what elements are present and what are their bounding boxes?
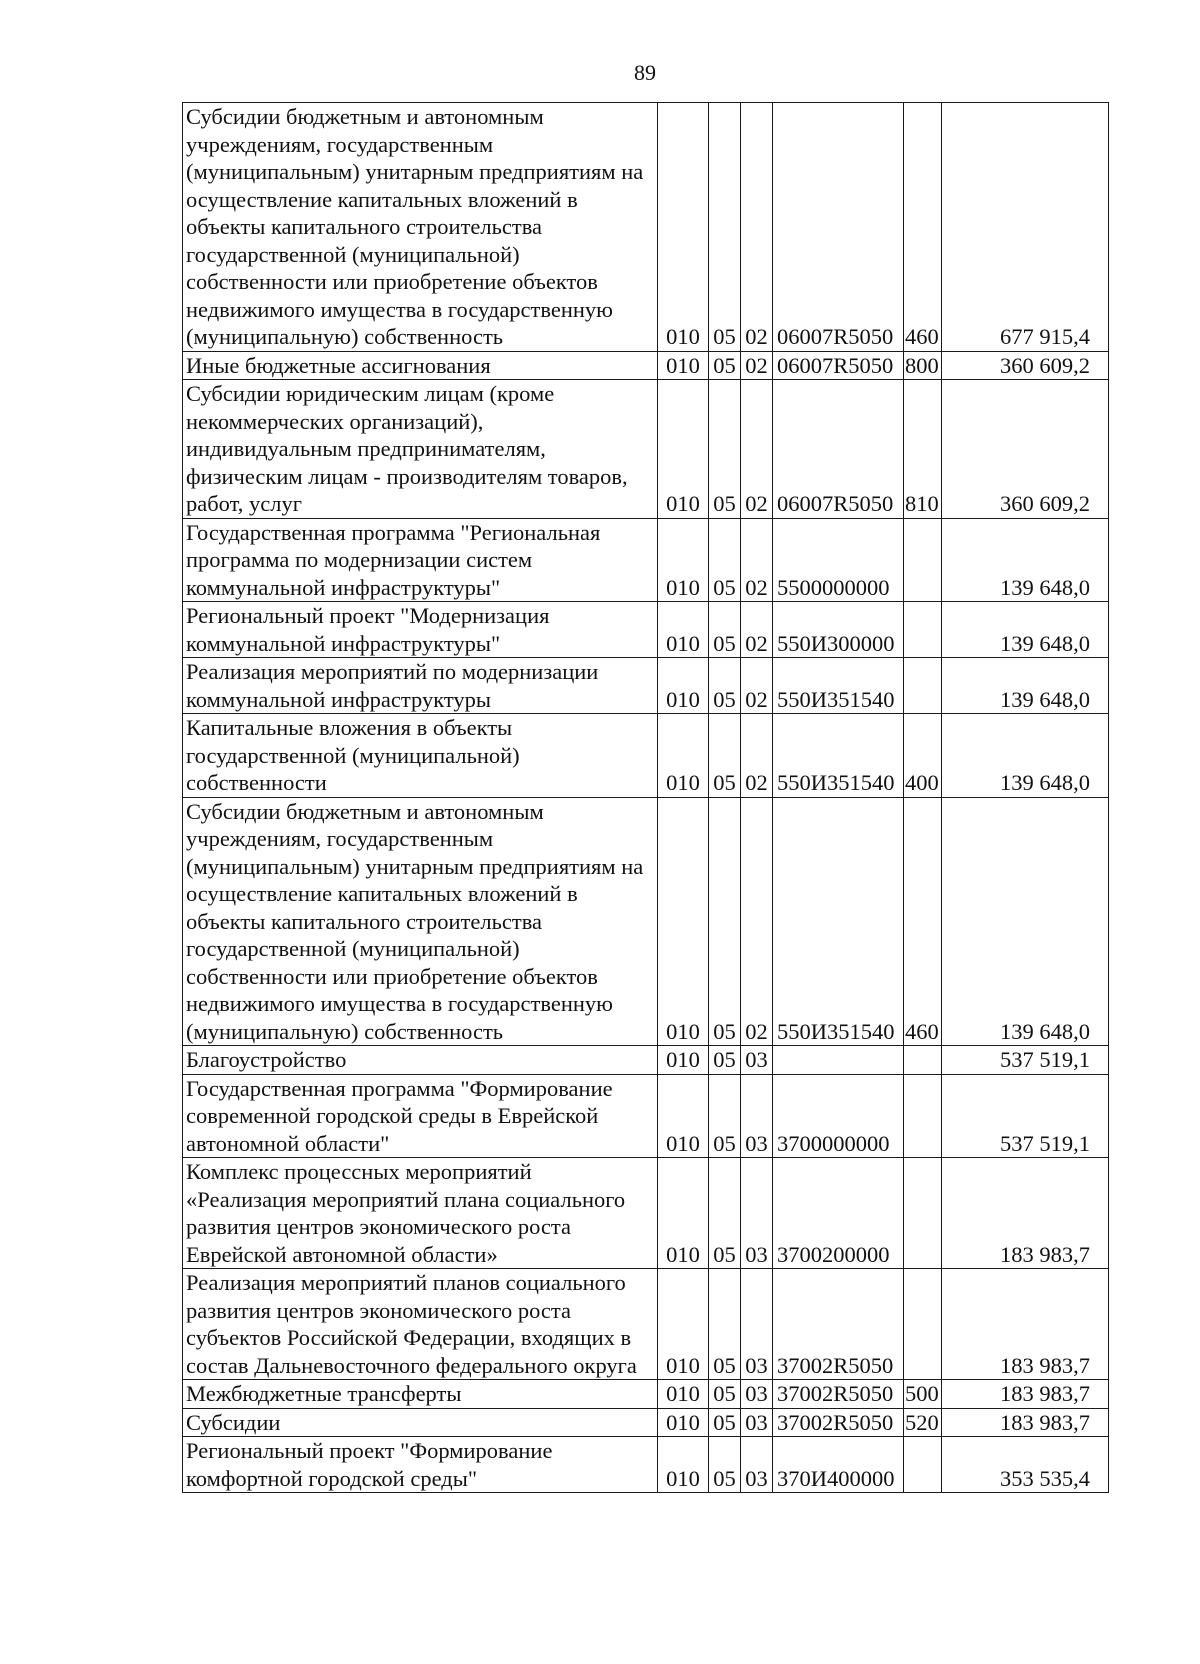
target-article-cell: 550И351540 — [773, 658, 904, 714]
subsection-code-cell: 02 — [741, 658, 773, 714]
target-article-cell: 3700000000 — [773, 1074, 904, 1158]
table-row — [183, 714, 1109, 798]
amount-cell: 183 983,7 — [942, 1269, 1109, 1380]
subsection-code-cell: 03 — [741, 1046, 773, 1075]
expense-type-cell — [904, 1437, 942, 1493]
amount-cell: 139 648,0 — [942, 658, 1109, 714]
amount-cell: 183 983,7 — [942, 1408, 1109, 1437]
expense-type-cell — [904, 1158, 942, 1269]
target-article-cell: 37002R5050 — [773, 1269, 904, 1380]
section-code-cell: 05 — [709, 658, 741, 714]
ministry-code-cell: 010 — [658, 1046, 709, 1075]
amount-cell: 183 983,7 — [942, 1158, 1109, 1269]
section-code-cell: 05 — [709, 1046, 741, 1075]
expense-type-cell — [904, 602, 942, 658]
ministry-code-cell: 010 — [658, 103, 709, 352]
item-name-cell: Государственная программа "Формирование современной городской среды в Еврейской автономной области" — [183, 1074, 658, 1158]
amount-cell: 139 648,0 — [942, 602, 1109, 658]
section-code-cell: 05 — [709, 351, 741, 380]
ministry-code-cell: 010 — [658, 797, 709, 1046]
budget-allocation-table — [182, 102, 1109, 1493]
ministry-code-cell: 010 — [658, 380, 709, 519]
table-row — [183, 797, 1109, 1046]
ministry-code-cell: 010 — [658, 658, 709, 714]
amount-cell: 139 648,0 — [942, 518, 1109, 602]
subsection-code-cell: 02 — [741, 351, 773, 380]
item-name-cell: Капитальные вложения в объекты государственной (муниципальной) собственности — [183, 714, 658, 798]
item-name-cell: Реализация мероприятий планов социального развития центров экономического роста субъектов Российской Федерации, входящих в состав Дальневосточного федерального округа — [183, 1269, 658, 1380]
item-name-cell: Субсидии — [183, 1408, 658, 1437]
table-row — [183, 1408, 1109, 1437]
expense-type-cell: 810 — [904, 380, 942, 519]
amount-cell: 353 535,4 — [942, 1437, 1109, 1493]
ministry-code-cell: 010 — [658, 1269, 709, 1380]
subsection-code-cell: 02 — [741, 380, 773, 519]
ministry-code-cell: 010 — [658, 1380, 709, 1409]
ministry-code-cell: 010 — [658, 351, 709, 380]
expense-type-cell: 800 — [904, 351, 942, 380]
expense-type-cell: 400 — [904, 714, 942, 798]
subsection-code-cell: 03 — [741, 1158, 773, 1269]
table-row — [183, 518, 1109, 602]
section-code-cell: 05 — [709, 1074, 741, 1158]
item-name-cell: Реализация мероприятий по модернизации коммунальной инфраструктуры — [183, 658, 658, 714]
section-code-cell: 05 — [709, 602, 741, 658]
subsection-code-cell: 02 — [741, 103, 773, 352]
subsection-code-cell: 03 — [741, 1269, 773, 1380]
amount-cell: 360 609,2 — [942, 351, 1109, 380]
subsection-code-cell: 03 — [741, 1408, 773, 1437]
section-code-cell: 05 — [709, 1437, 741, 1493]
section-code-cell: 05 — [709, 1408, 741, 1437]
ministry-code-cell: 010 — [658, 1158, 709, 1269]
target-article-cell: 370И400000 — [773, 1437, 904, 1493]
amount-cell: 139 648,0 — [942, 797, 1109, 1046]
item-name-cell: Региональный проект "Формирование комфортной городской среды" — [183, 1437, 658, 1493]
item-name-cell: Благоустройство — [183, 1046, 658, 1075]
item-name-cell: Субсидии бюджетным и автономным учреждениям, государственным (муниципальным) унитарным предприятиям на осуществление капитальных вложений в объекты капитального строительства государственной (муниципальной) собственности или приобретение объектов недвижимого имущества в государственную (муниципальную) собственность — [183, 103, 658, 352]
expense-type-cell: 520 — [904, 1408, 942, 1437]
expense-type-cell — [904, 1269, 942, 1380]
section-code-cell: 05 — [709, 518, 741, 602]
table-row — [183, 351, 1109, 380]
ministry-code-cell: 010 — [658, 1074, 709, 1158]
table-row — [183, 1158, 1109, 1269]
expense-type-cell — [904, 518, 942, 602]
target-article-cell: 550И300000 — [773, 602, 904, 658]
amount-cell: 139 648,0 — [942, 714, 1109, 798]
ministry-code-cell: 010 — [658, 1408, 709, 1437]
table-row — [183, 1437, 1109, 1493]
ministry-code-cell: 010 — [658, 714, 709, 798]
item-name-cell: Комплекс процессных мероприятий «Реализация мероприятий плана социального развития центров экономического роста Еврейской автономной области» — [183, 1158, 658, 1269]
target-article-cell: 5500000000 — [773, 518, 904, 602]
section-code-cell: 05 — [709, 1380, 741, 1409]
item-name-cell: Субсидии юридическим лицам (кроме некоммерческих организаций), индивидуальным предпринимателям, физическим лицам - производителям товаров, работ, услуг — [183, 380, 658, 519]
table-row — [183, 1269, 1109, 1380]
target-article-cell: 3700200000 — [773, 1158, 904, 1269]
section-code-cell: 05 — [709, 1158, 741, 1269]
subsection-code-cell: 02 — [741, 518, 773, 602]
table-row — [183, 1074, 1109, 1158]
subsection-code-cell: 02 — [741, 797, 773, 1046]
expense-type-cell: 500 — [904, 1380, 942, 1409]
target-article-cell: 550И351540 — [773, 797, 904, 1046]
subsection-code-cell: 03 — [741, 1074, 773, 1158]
subsection-code-cell: 03 — [741, 1437, 773, 1493]
section-code-cell: 05 — [709, 797, 741, 1046]
page-number: 89 — [634, 60, 656, 85]
section-code-cell: 05 — [709, 103, 741, 352]
subsection-code-cell: 02 — [741, 714, 773, 798]
amount-cell: 537 519,1 — [942, 1074, 1109, 1158]
section-code-cell: 05 — [709, 1269, 741, 1380]
table-row — [183, 103, 1109, 352]
table-row — [183, 380, 1109, 519]
item-name-cell: Субсидии бюджетным и автономным учреждениям, государственным (муниципальным) унитарным предприятиям на осуществление капитальных вложений в объекты капитального строительства государственной (муниципальной) собственности или приобретение объектов недвижимого имущества в государственную (муниципальную) собственность — [183, 797, 658, 1046]
amount-cell: 677 915,4 — [942, 103, 1109, 352]
target-article-cell: 550И351540 — [773, 714, 904, 798]
expense-type-cell — [904, 1046, 942, 1075]
table-row — [183, 658, 1109, 714]
target-article-cell: 06007R5050 — [773, 351, 904, 380]
item-name-cell: Региональный проект "Модернизация коммунальной инфраструктуры" — [183, 602, 658, 658]
target-article-cell — [773, 1046, 904, 1075]
item-name-cell: Иные бюджетные ассигнования — [183, 351, 658, 380]
section-code-cell: 05 — [709, 714, 741, 798]
target-article-cell: 06007R5050 — [773, 103, 904, 352]
ministry-code-cell: 010 — [658, 602, 709, 658]
target-article-cell: 06007R5050 — [773, 380, 904, 519]
table-body — [183, 103, 1109, 1493]
expense-type-cell — [904, 658, 942, 714]
expense-type-cell — [904, 1074, 942, 1158]
ministry-code-cell: 010 — [658, 518, 709, 602]
subsection-code-cell: 03 — [741, 1380, 773, 1409]
amount-cell: 183 983,7 — [942, 1380, 1109, 1409]
item-name-cell: Межбюджетные трансферты — [183, 1380, 658, 1409]
expense-type-cell: 460 — [904, 103, 942, 352]
target-article-cell: 37002R5050 — [773, 1380, 904, 1409]
table-row — [183, 602, 1109, 658]
section-code-cell: 05 — [709, 380, 741, 519]
amount-cell: 360 609,2 — [942, 380, 1109, 519]
amount-cell: 537 519,1 — [942, 1046, 1109, 1075]
ministry-code-cell: 010 — [658, 1437, 709, 1493]
item-name-cell: Государственная программа "Региональная программа по модернизации систем коммунальной инфраструктуры" — [183, 518, 658, 602]
table-row — [183, 1046, 1109, 1075]
subsection-code-cell: 02 — [741, 602, 773, 658]
target-article-cell: 37002R5050 — [773, 1408, 904, 1437]
expense-type-cell: 460 — [904, 797, 942, 1046]
table-row — [183, 1380, 1109, 1409]
